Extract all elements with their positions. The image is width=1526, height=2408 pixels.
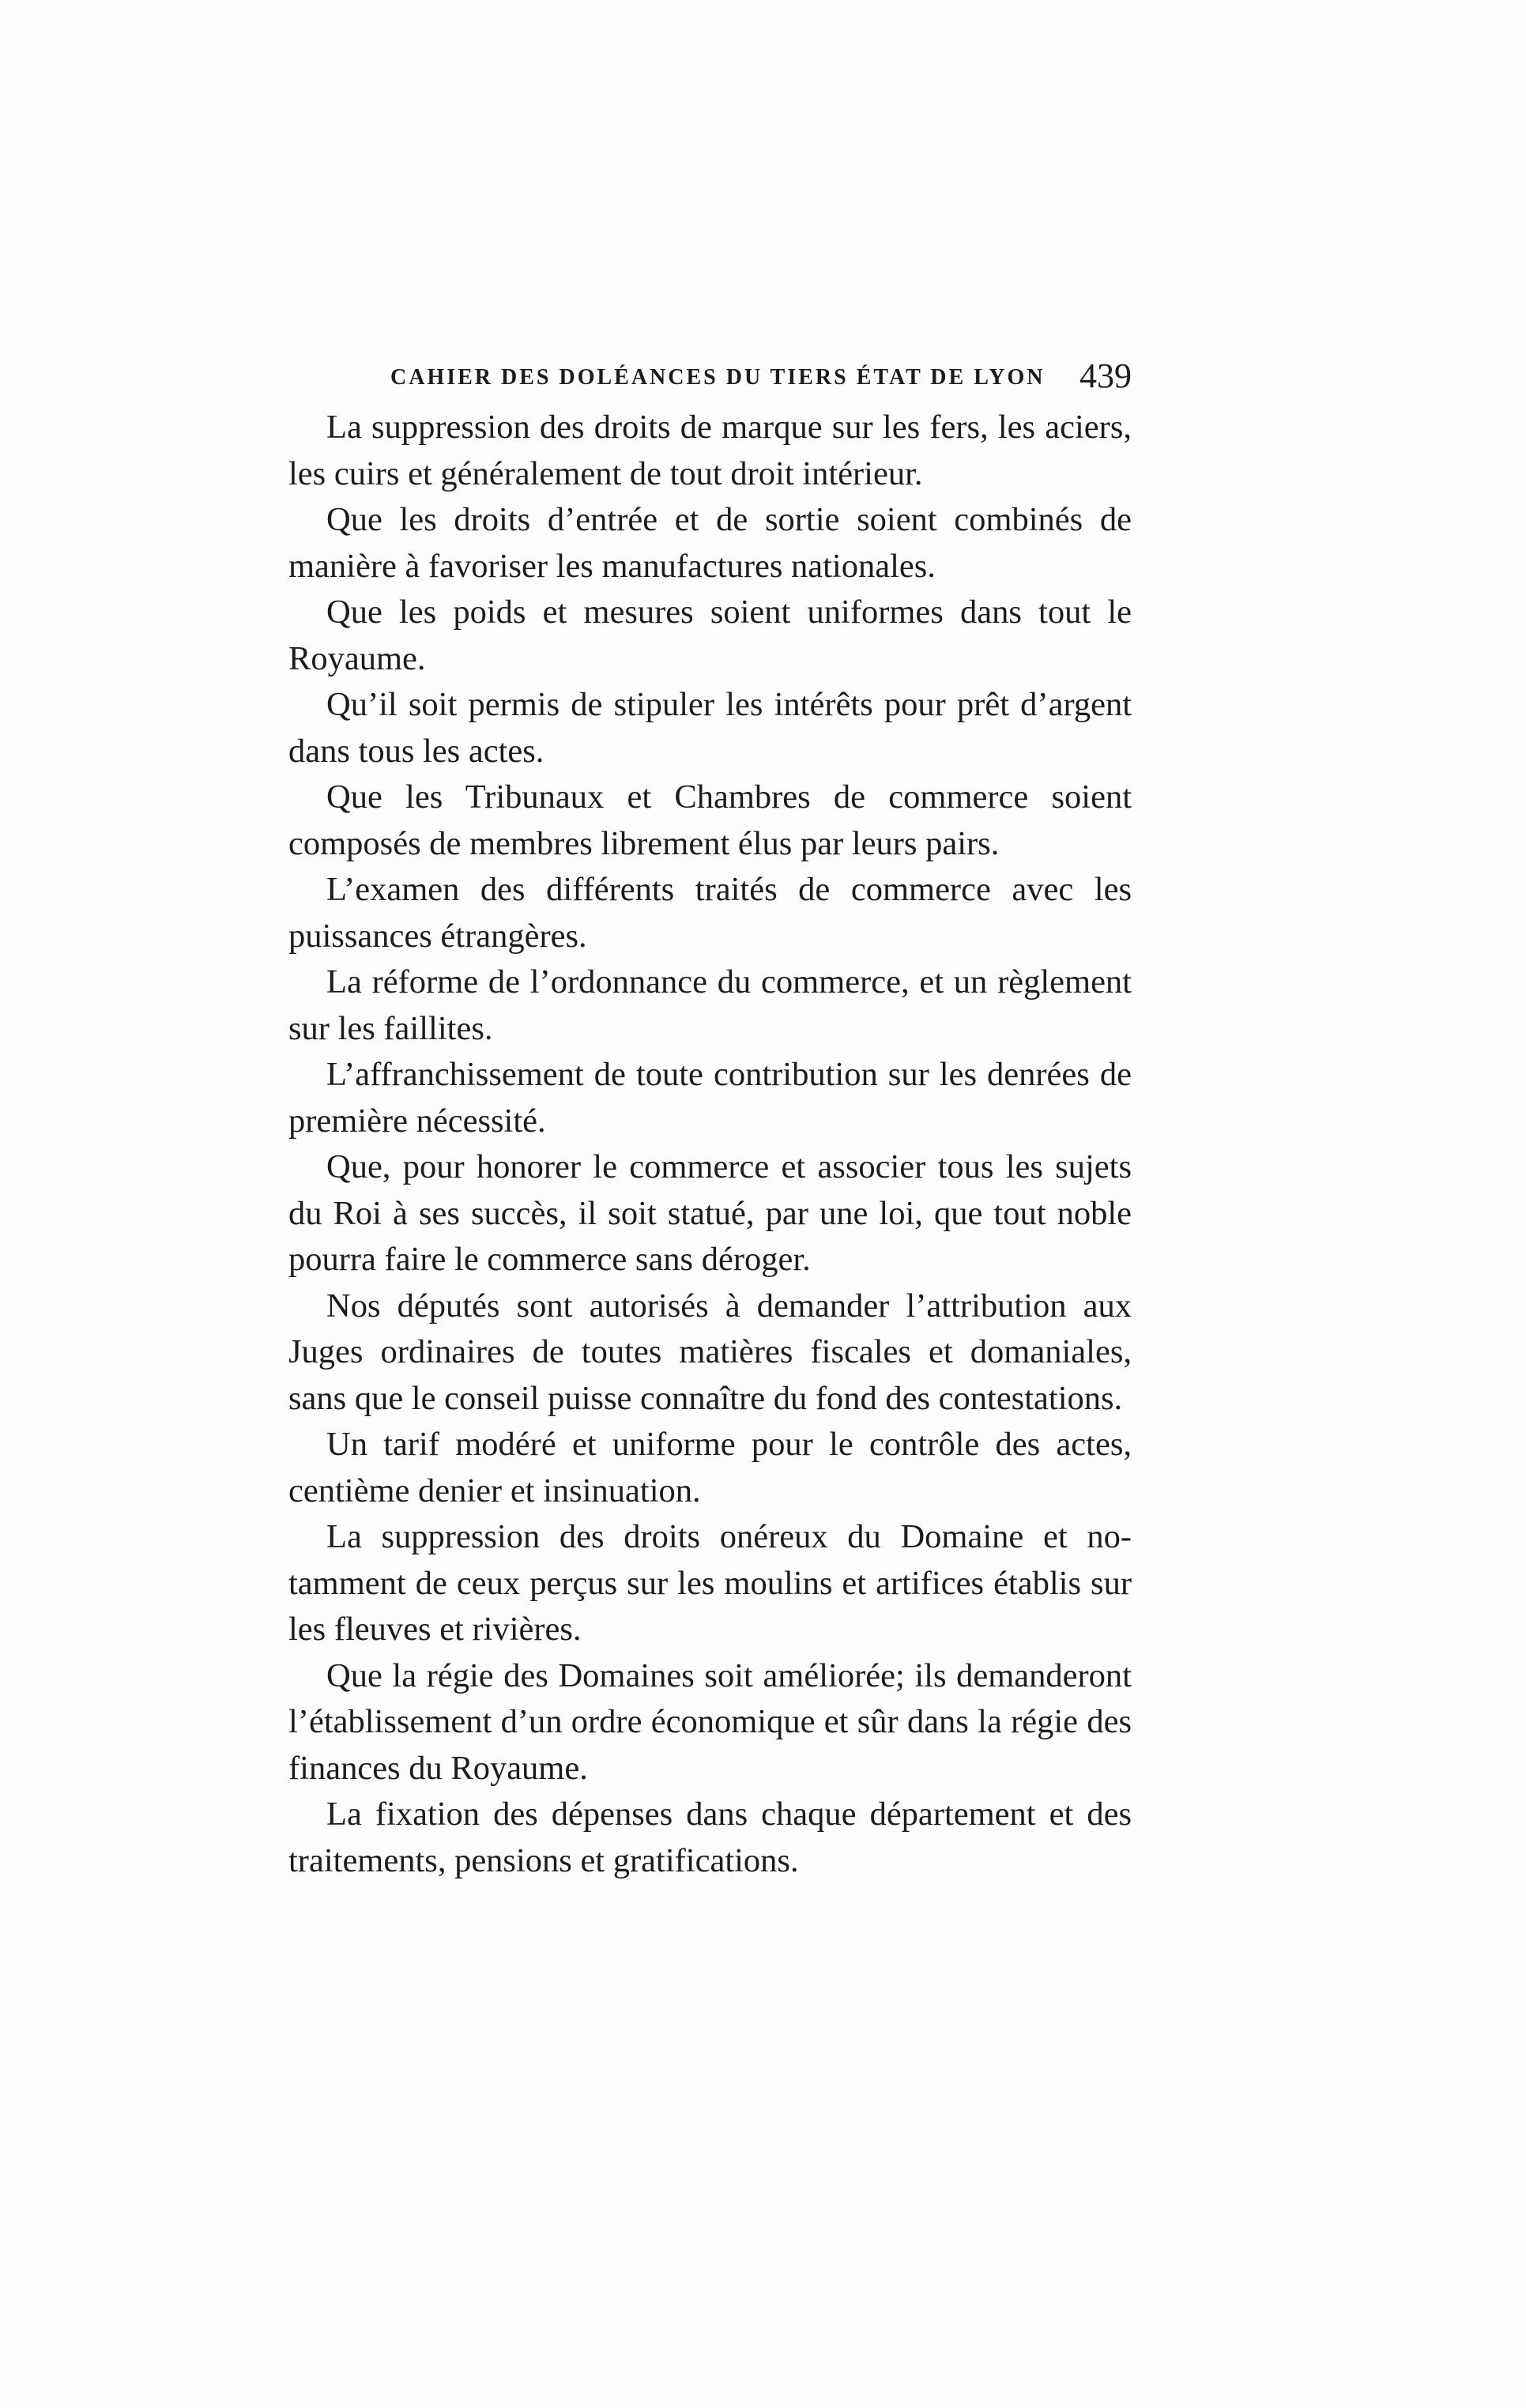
running-head xyxy=(390,356,1132,395)
paragraph: Que les Tribunaux et Chambres de commerce soient composés de membres librement élus par leurs pairs. xyxy=(288,778,1132,862)
paragraph: Qu’il soit permis de stipuler les intérêts pour prêt d’argent dans tous les actes. xyxy=(288,686,1132,770)
paragraph: Un tarif modéré et uniforme pour le contrôle des actes, centième denier et insinuation. xyxy=(288,1426,1132,1509)
running-title: CAHIER DES DOLÉANCES DU TIERS ÉTAT DE LYON xyxy=(390,365,1046,390)
paragraph: La fixation des dépenses dans chaque département et des traitements, pensions et gratifications. xyxy=(288,1796,1132,1879)
paragraph: L’affranchissement de toute contribution sur les denrées de première nécessité. xyxy=(288,1056,1132,1140)
paragraph: La suppression des droits onéreux du Domaine et notamment de ceux perçus sur les moulins et artifices établis sur les fleuves et rivières. xyxy=(288,1518,1132,1648)
paragraph: L’examen des différents traités de commerce avec les puissances étrangères. xyxy=(288,871,1132,955)
paragraph: Nos députés sont autorisés à demander l’attribution aux Juges ordinaires de toutes matières fiscales et domaniales, sans que le conseil puisse connaître du fond des contestations. xyxy=(288,1287,1132,1417)
paragraph: Que, pour honorer le commerce et associer tous les sujets du Roi à ses succès, il soit statué, par une loi, que tout noble pourra faire le commerce sans déroger. xyxy=(288,1148,1132,1278)
paragraph: La réforme de l’ordonnance du commerce, et un règlement sur les faillites. xyxy=(288,963,1132,1047)
paragraph: Que la régie des Domaines soit améliorée; ils demanderont l’établissement d’un ordre économique et sûr dans la régie des finances du Royaume. xyxy=(288,1656,1132,1787)
paragraph: Que les poids et mesures soient uniformes dans tout le Royaume. xyxy=(288,594,1132,677)
body-text xyxy=(288,405,1132,1884)
paragraph: Que les droits d’entrée et de sortie soient combinés de manière à favoriser les manufactures nationales. xyxy=(288,501,1132,585)
page-number: 439 xyxy=(1080,356,1132,395)
paragraph: La suppression des droits de marque sur les fers, les aciers, les cuirs et généralement de tout droit intérieur. xyxy=(288,409,1132,492)
